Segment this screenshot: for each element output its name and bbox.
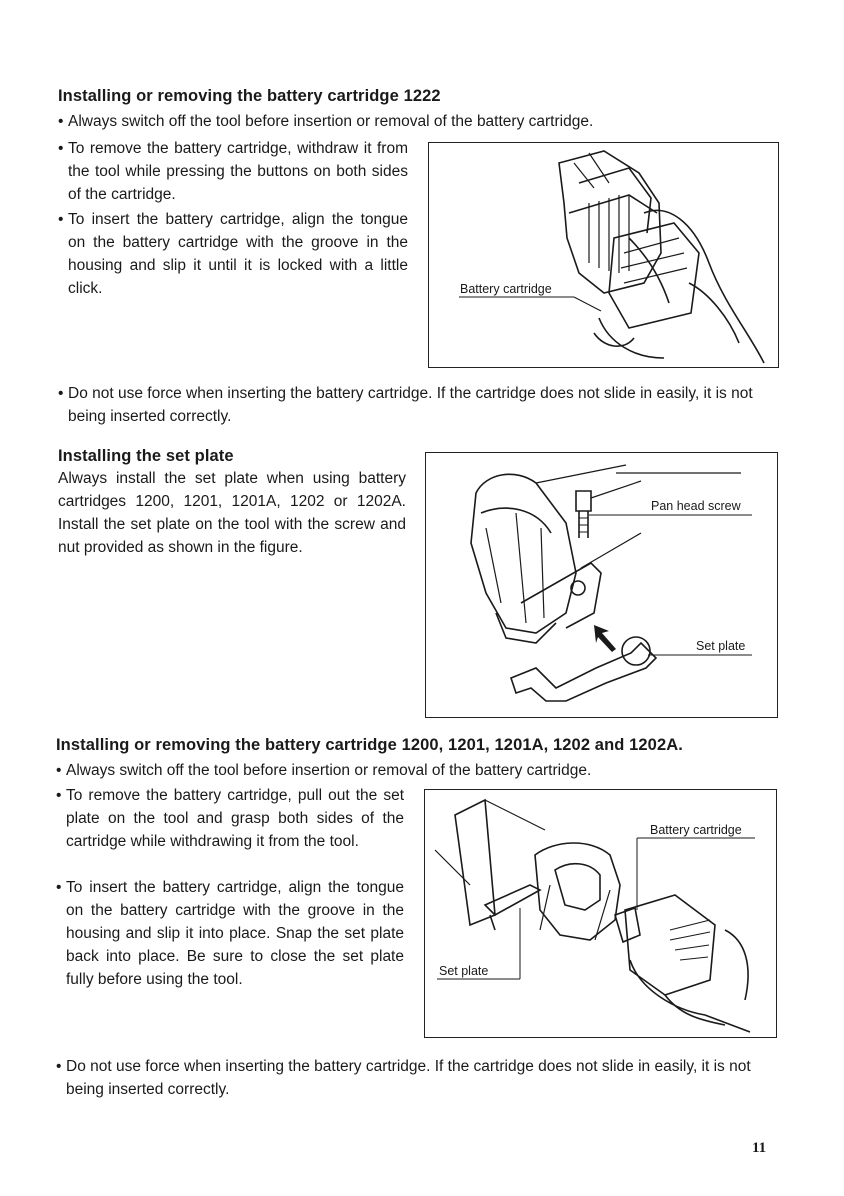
bullet-dot: • xyxy=(58,385,64,402)
figure-battery-1200-series xyxy=(424,789,777,1038)
section1-bullet-force xyxy=(58,382,783,428)
section3-bullet-remove xyxy=(56,784,404,853)
bullet-text: Do not use force when inserting the battery cartridge. If the cartridge does not slide in easily, it is not being inserted correctly. xyxy=(68,385,753,425)
battery-1200-illustration xyxy=(425,790,776,1037)
section2-paragraph: Always install the set plate when using battery cartridges 1200, 1201, 1201A, 1202 or 1202A. Install the set plate on the tool with the screw and nut provided as shown in the figure. xyxy=(58,470,406,556)
page-number: 11 xyxy=(752,1140,767,1156)
arrow-icon xyxy=(594,625,616,652)
section1-bullet-remove xyxy=(58,137,408,206)
section3-bullet-force xyxy=(56,1055,784,1101)
bullet-text: To remove the battery cartridge, pull out the set plate on the tool and grasp both sides of the cartridge while withdrawing it from the tool. xyxy=(66,787,404,850)
set-plate-callout: Set plate xyxy=(439,964,489,978)
bullet-dot: • xyxy=(58,113,64,130)
bullet-text: Always switch off the tool before insertion or removal of the battery cartridge. xyxy=(68,113,594,130)
section3-bullet-intro xyxy=(56,759,781,782)
bullet-dot: • xyxy=(58,211,64,228)
battery-1222-illustration xyxy=(429,143,778,367)
section1-bullet-insert xyxy=(58,208,408,300)
set-plate-callout: Set plate xyxy=(696,639,746,653)
battery-cartridge-callout: Battery cartridge xyxy=(650,823,742,837)
figure-set-plate xyxy=(425,452,778,718)
bullet-dot: • xyxy=(56,1058,62,1075)
set-plate-illustration xyxy=(426,453,777,717)
bullet-dot: • xyxy=(56,762,62,779)
bullet-dot: • xyxy=(56,787,62,804)
bullet-dot: • xyxy=(58,140,64,157)
section3-heading: Installing or removing the battery cartridge 1200, 1201, 1201A, 1202 and 1202A. xyxy=(56,736,683,754)
bullet-text: Do not use force when inserting the battery cartridge. If the cartridge does not slide in easily, it is not being inserted correctly. xyxy=(66,1058,751,1098)
pan-head-screw-callout: Pan head screw xyxy=(651,499,741,513)
section1-heading: Installing or removing the battery cartridge 1222 xyxy=(58,87,441,105)
section2-heading: Installing the set plate xyxy=(58,447,234,465)
bullet-text: To insert the battery cartridge, align the tongue on the battery cartridge with the groove in the housing and slip it until it is locked with a little click. xyxy=(68,211,408,297)
bullet-text: To insert the battery cartridge, align the tongue on the battery cartridge with the groove in the housing and slip it into place. Snap the set plate back into place. Be sure to close the set plate fully before using the tool. xyxy=(66,879,404,988)
bullet-text: To remove the battery cartridge, withdraw it from the tool while pressing the buttons on both sides of the cartridge. xyxy=(68,140,408,203)
battery-cartridge-callout: Battery cartridge xyxy=(460,282,552,296)
bullet-text: Always switch off the tool before insertion or removal of the battery cartridge. xyxy=(66,762,592,779)
section3-bullet-insert xyxy=(56,876,404,991)
bullet-dot: • xyxy=(56,879,62,896)
figure-battery-1222 xyxy=(428,142,779,368)
section1-bullet-intro xyxy=(58,110,788,133)
